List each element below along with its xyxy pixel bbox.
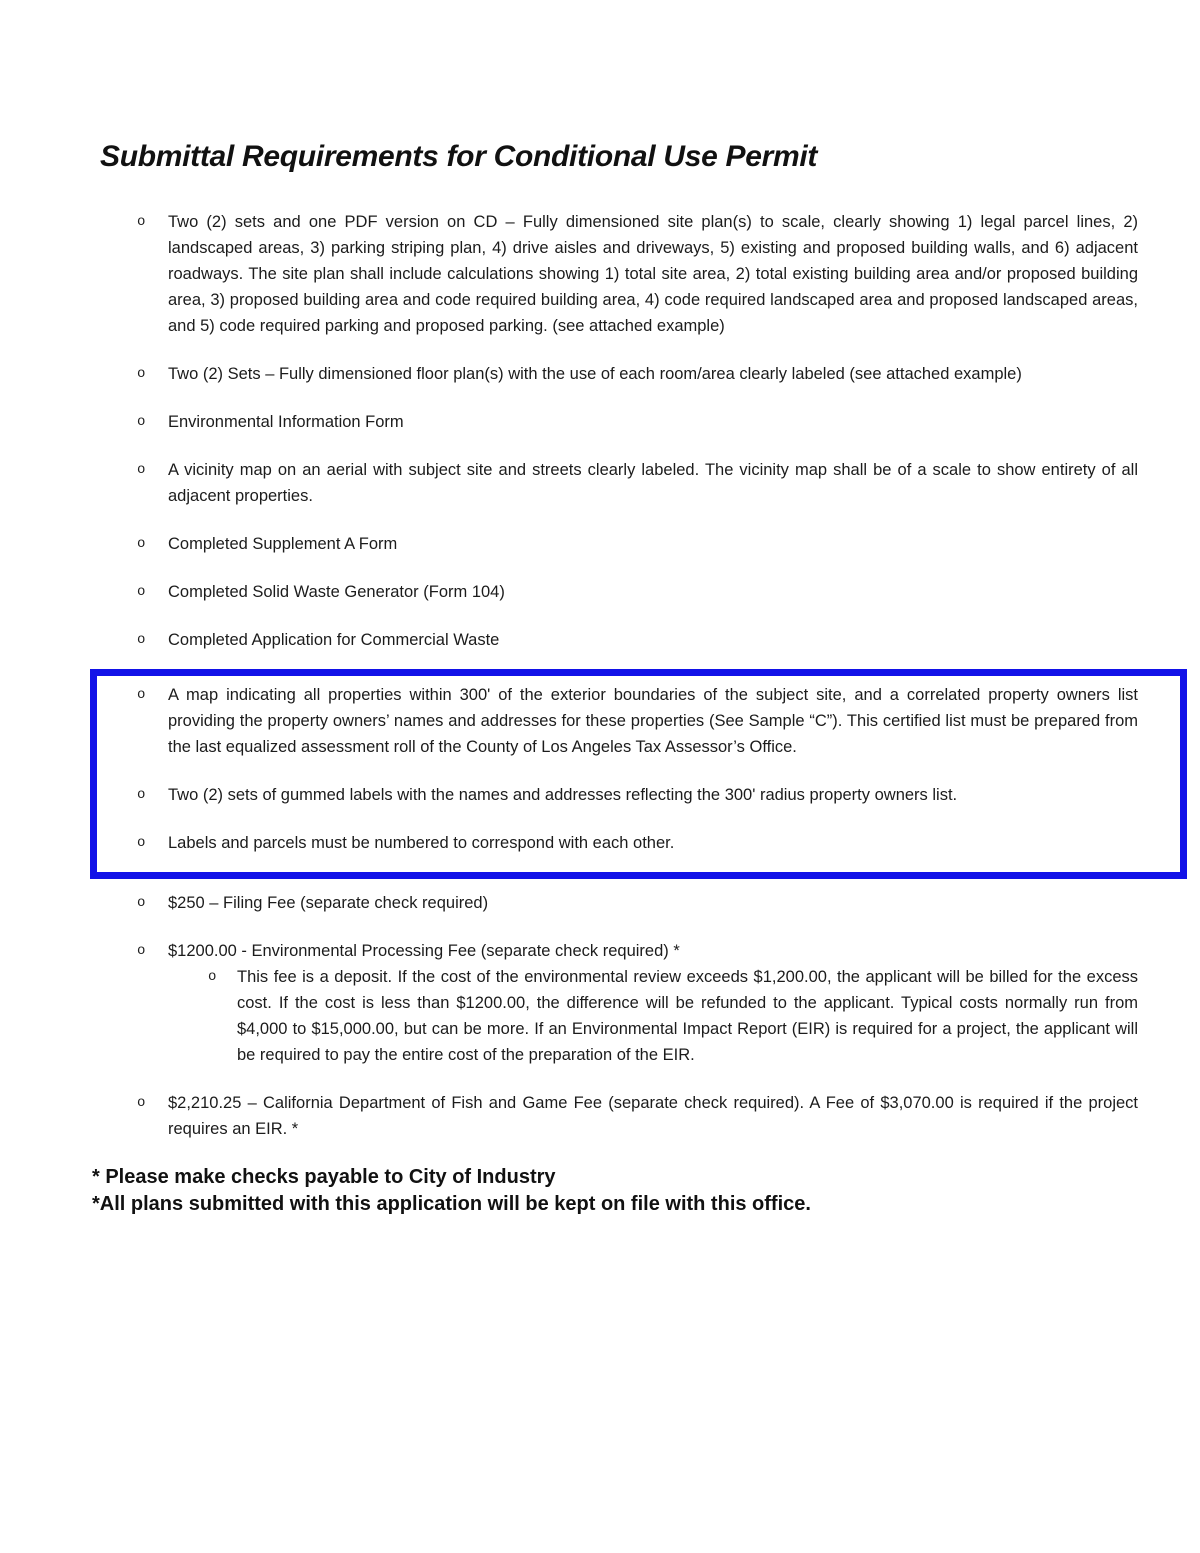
list-item-text: Completed Solid Waste Generator (Form 104) [168, 583, 505, 601]
circle-bullet-icon: o [137, 366, 146, 382]
list-item-text: Two (2) sets of gummed labels with the names and addresses reflecting the 300' radius property owners list. [168, 786, 958, 804]
circle-bullet-icon: o [137, 214, 146, 230]
circle-bullet-icon: o [208, 969, 217, 985]
footer-note-checks: * Please make checks payable to City of Industry [92, 1166, 556, 1188]
list-item-text: Completed Application for Commercial Waste [168, 631, 500, 649]
list-item-text: $1200.00 - Environmental Processing Fee (separate check required) * [168, 942, 680, 960]
sub-list-item [168, 964, 1138, 1068]
circle-bullet-icon: o [137, 632, 146, 648]
circle-bullet-icon: o [137, 895, 146, 911]
requirements-list [100, 209, 1138, 1142]
list-item-text: $250 – Filing Fee (separate check required) [168, 894, 489, 912]
list-item-text: A map indicating all properties within 300' of the exterior boundaries of the subject site, and a correlated property owners list providing the property owners’ names and addresses for these properties (See Sample “C”). This certified list must be prepared from the last equalized assessment roll of the County of Los Angeles Tax Assessor’s Office. [168, 686, 1138, 756]
list-item [100, 782, 1138, 808]
circle-bullet-icon: o [137, 787, 146, 803]
list-item [100, 1090, 1138, 1142]
list-item [100, 457, 1138, 509]
list-item-text: Completed Supplement A Form [168, 535, 398, 553]
list-item [100, 627, 1138, 653]
list-item [100, 409, 1138, 435]
footer-notes [92, 1164, 1138, 1218]
circle-bullet-icon: o [137, 536, 146, 552]
sub-list-item-text: This fee is a deposit. If the cost of the environmental review exceeds $1,200.00, the applicant will be billed for the excess cost. If the cost is less than $1200.00, the difference will be refunded to the applicant. Typical costs normally run from $4,000 to $15,000.00, but can be more. If an Environmental Impact Report (EIR) is required for a project, the applicant will be required to pay the entire cost of the preparation of the EIR. [237, 968, 1138, 1064]
circle-bullet-icon: o [137, 414, 146, 430]
footer-note-plans: *All plans submitted with this application will be kept on file with this office. [92, 1193, 811, 1215]
highlight-box [90, 669, 1187, 879]
circle-bullet-icon: o [137, 584, 146, 600]
circle-bullet-icon: o [137, 1095, 146, 1111]
list-item [100, 682, 1138, 760]
list-item [100, 830, 1138, 856]
page-title: Submittal Requirements for Conditional Use Permit [100, 140, 818, 173]
circle-bullet-icon: o [137, 943, 146, 959]
list-item-text: Environmental Information Form [168, 413, 404, 431]
list-item [100, 209, 1138, 339]
list-item [100, 531, 1138, 557]
list-item [100, 890, 1138, 916]
list-item-text: $2,210.25 – California Department of Fish and Game Fee (separate check required). A Fee of $3,070.00 is required if the project requires an EIR. * [168, 1094, 1138, 1138]
list-item-text: Labels and parcels must be numbered to correspond with each other. [168, 834, 675, 852]
list-item [100, 361, 1138, 387]
list-item-text: Two (2) Sets – Fully dimensioned floor plan(s) with the use of each room/area clearly labeled (see attached example) [168, 365, 1022, 383]
circle-bullet-icon: o [137, 462, 146, 478]
list-item [100, 579, 1138, 605]
circle-bullet-icon: o [137, 835, 146, 851]
list-item [100, 938, 1138, 1068]
list-item-text: A vicinity map on an aerial with subject site and streets clearly labeled. The vicinity map shall be of a scale to show entirety of all adjacent properties. [168, 461, 1138, 505]
list-item-text: Two (2) sets and one PDF version on CD – Fully dimensioned site plan(s) to scale, clearly showing 1) legal parcel lines, 2) landscaped areas, 3) parking striping plan, 4) drive aisles and driveways, 5) existing and proposed building walls, and 6) adjacent roadways. The site plan shall include calculations showing 1) total site area, 2) total existing building area and/or proposed building area, 3) proposed building area and code required building area, 4) code required landscaped area and proposed landscaped areas, and 5) code required parking and proposed parking. (see attached example) [168, 213, 1138, 335]
circle-bullet-icon: o [137, 687, 146, 703]
